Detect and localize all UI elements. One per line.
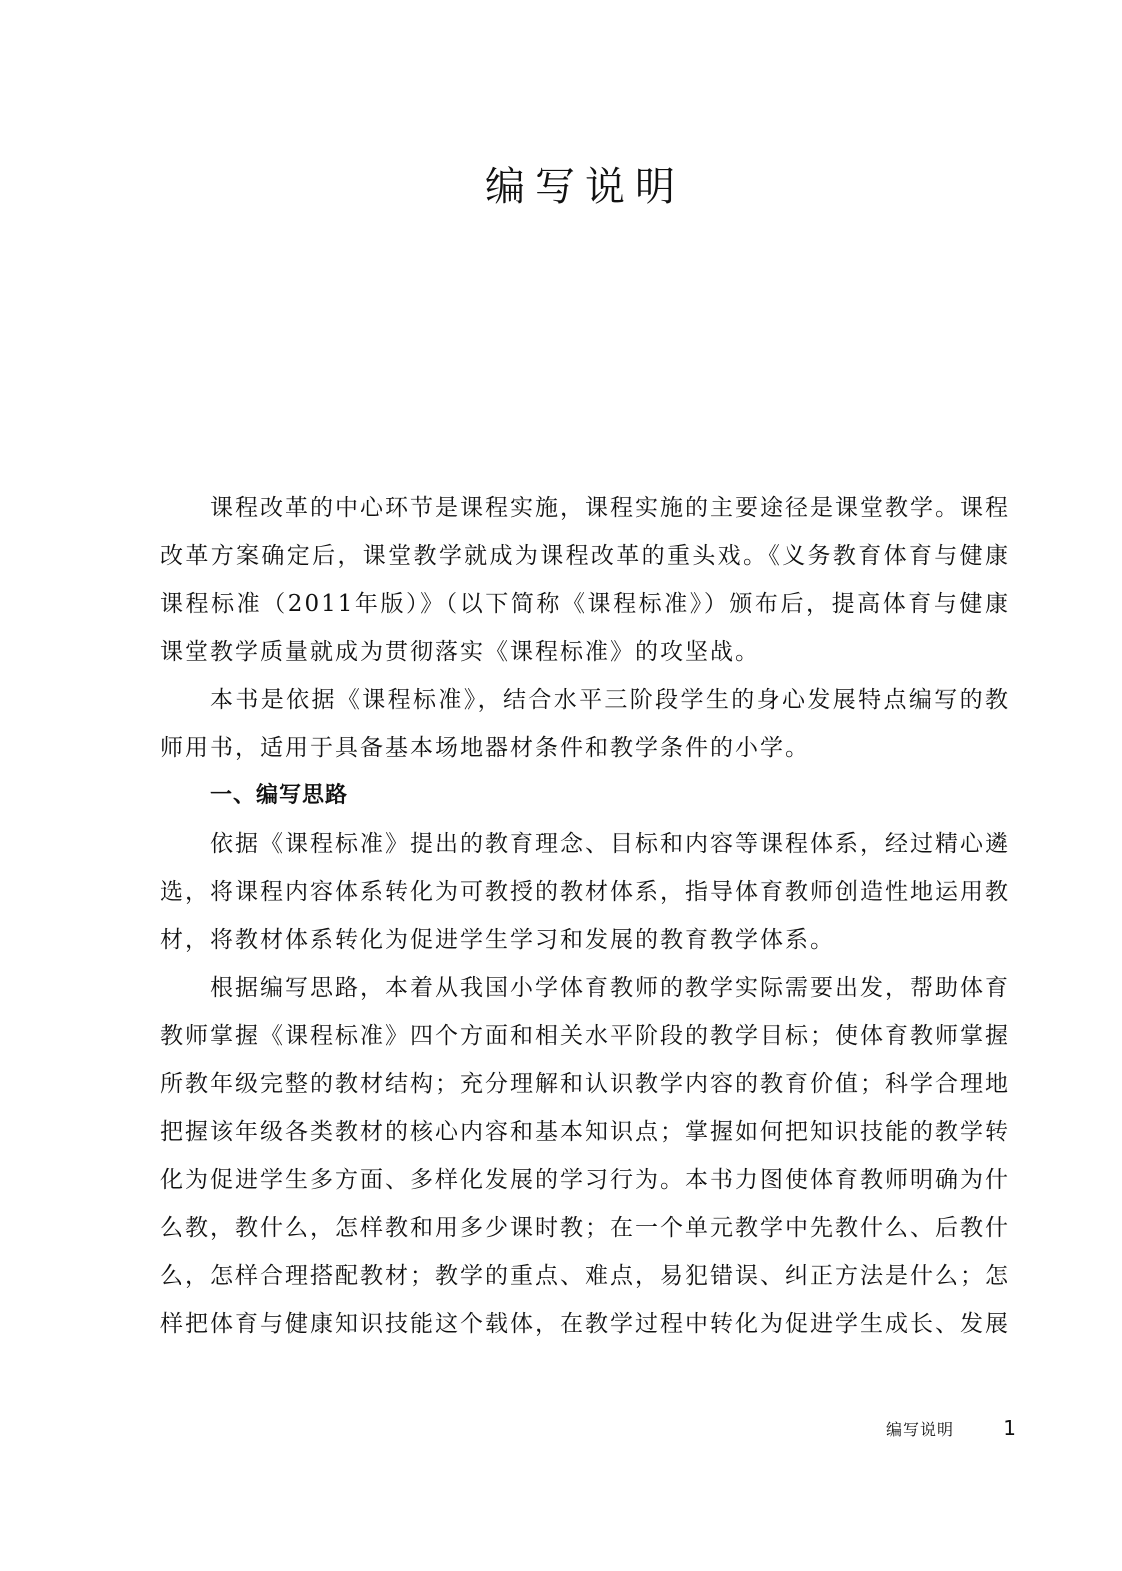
page-title: 编写说明 [485,164,685,210]
body-content [160,484,1010,1348]
paragraph-approach-basis: 依据《课程标准》提出的教育理念、目标和内容等课程体系，经过精心遴选，将课程内容体系转化为可教授的教材体系，指导体育教师创造性地运用教材，将教材体系转化为促进学生学习和发展的教育教学体系。 [160,831,1010,953]
paragraph-approach-goals: 根据编写思路，本着从我国小学体育教师的教学实际需要出发，帮助体育教师掌握《课程标准》四个方面和相关水平阶段的教学目标；使体育教师掌握所教年级完整的教材结构；充分理解和认识教学内容的教育价值；科学合理地把握该年级各类教材的核心内容和基本知识点；掌握如何把知识技能的教学转化为促进学生多方面、多样化发展的学习行为。本书力图使体育教师明确为什么教，教什么，怎样教和用多少课时教；在一个单元教学中先教什么、后教什么，怎样合理搭配教材；教学的重点、难点，易犯错误、纠正方法是什么；怎样把体育与健康知识技能这个载体，在教学过程中转化为促进学生成长、发展 [160,975,1010,1337]
running-title: 编写说明 [886,1419,955,1439]
paragraph-scope: 本书是依据《课程标准》，结合水平三阶段学生的身心发展特点编写的教师用书，适用于具备基本场地器材条件和教学条件的小学。 [160,687,1010,761]
paragraph-intro: 课程改革的中心环节是课程实施，课程实施的主要途径是课堂教学。课程改革方案确定后，课堂教学就成为课程改革的重头戏。《义务教育体育与健康课程标准（2011年版）》（以下简称《课程标准》）颁布后，提高体育与健康课堂教学质量就成为贯彻落实《课程标准》的攻坚战。 [160,495,1010,665]
section-heading-writing-approach: 一、编写思路 [210,783,349,808]
page-footer [886,1416,1016,1440]
page-number: 1 [1003,1416,1016,1440]
